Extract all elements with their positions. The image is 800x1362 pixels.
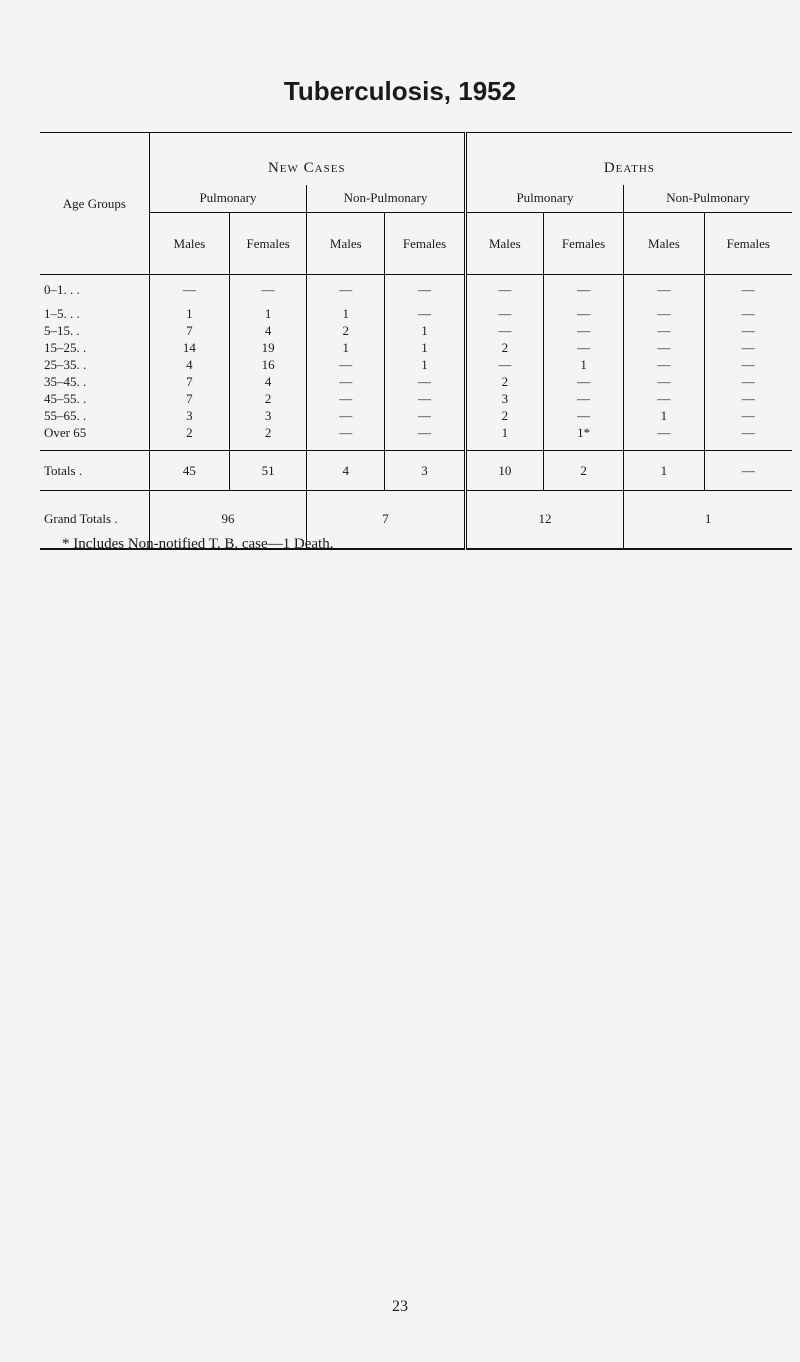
col-header-females: Females xyxy=(704,213,792,275)
table-cell: — xyxy=(385,305,465,322)
table-cell: — xyxy=(307,275,385,305)
table-row xyxy=(40,424,792,441)
table-row xyxy=(40,373,792,390)
table-cell: 2 xyxy=(465,339,543,356)
col-header-females: Females xyxy=(230,213,307,275)
table-cell: — xyxy=(704,390,792,407)
table-cell: 2 xyxy=(149,424,229,441)
table-row xyxy=(40,305,792,322)
table-cell: 2 xyxy=(307,322,385,339)
table-cell: 4 xyxy=(149,356,229,373)
table-cell: 1 xyxy=(385,339,465,356)
table-cell: — xyxy=(543,373,623,390)
age-group-label: 0–1. . . xyxy=(44,282,80,298)
table-cell: — xyxy=(230,275,307,305)
spacer-cell xyxy=(40,441,149,451)
table-cell: 19 xyxy=(230,339,307,356)
table-cell: 2 xyxy=(543,451,623,491)
table-cell: — xyxy=(624,339,704,356)
table-cell: 96 xyxy=(149,491,306,549)
age-group-label: Over 65 xyxy=(44,424,87,440)
col-header-females: Females xyxy=(543,213,623,275)
table-cell: 3 xyxy=(149,407,229,424)
spacer-cell xyxy=(624,441,704,451)
table-cell: — xyxy=(543,407,623,424)
table-cell: 1 xyxy=(543,356,623,373)
age-group-label: 25–35. . xyxy=(44,356,87,372)
table-cell: — xyxy=(465,305,543,322)
table-cell: — xyxy=(624,390,704,407)
table-cell: 4 xyxy=(230,322,307,339)
table-cell: 2 xyxy=(230,424,307,441)
table-cell: 10 xyxy=(465,451,543,491)
table-cell: — xyxy=(704,451,792,491)
age-groups-header: Age Groups xyxy=(40,133,149,275)
table-cell: 1 xyxy=(624,407,704,424)
table-row xyxy=(40,275,792,305)
table-cell: — xyxy=(704,373,792,390)
table-cell: 2 xyxy=(465,407,543,424)
table-cell: — xyxy=(307,373,385,390)
table-cell: — xyxy=(465,275,543,305)
table-cell: — xyxy=(385,390,465,407)
spacer-cell xyxy=(704,441,792,451)
table-cell: 3 xyxy=(385,451,465,491)
footnote: * Includes Non-notified T. B. case—1 Death. xyxy=(62,536,334,552)
table-cell: — xyxy=(624,275,704,305)
col-header-females: Females xyxy=(385,213,465,275)
spacer-cell xyxy=(543,441,623,451)
spacer-cell xyxy=(307,441,385,451)
table-cell: — xyxy=(307,390,385,407)
table-cell: — xyxy=(543,339,623,356)
age-group-label: 45–55. . xyxy=(44,390,87,406)
table-cell: 3 xyxy=(465,390,543,407)
age-group-label: 5–15. . xyxy=(44,322,80,338)
age-group-label: 35–45. . xyxy=(44,373,87,389)
spacer-row xyxy=(40,441,792,451)
table-cell: — xyxy=(704,356,792,373)
table-cell: — xyxy=(704,275,792,305)
table-cell: 1 xyxy=(385,356,465,373)
table-cell: — xyxy=(307,424,385,441)
table-cell: — xyxy=(465,356,543,373)
table-cell: — xyxy=(704,305,792,322)
totals-row xyxy=(40,451,792,491)
table-cell: 1 xyxy=(624,451,704,491)
table-cell: 4 xyxy=(230,373,307,390)
table-cell: — xyxy=(543,305,623,322)
table-cell: 7 xyxy=(149,390,229,407)
page-title: Tuberculosis, 1952 xyxy=(283,76,517,106)
col-header-males: Males xyxy=(465,213,543,275)
deaths-header: Deaths xyxy=(465,133,792,185)
deaths-non-pulmonary-header: Non-Pulmonary xyxy=(624,185,792,213)
table-cell: 7 xyxy=(149,373,229,390)
table-cell: 1 xyxy=(307,305,385,322)
spacer-cell xyxy=(230,441,307,451)
table-row xyxy=(40,339,792,356)
table-cell: 1 xyxy=(307,339,385,356)
table-cell: — xyxy=(385,373,465,390)
table-cell: — xyxy=(704,322,792,339)
table-cell: 7 xyxy=(307,491,466,549)
table-cell: 2 xyxy=(230,390,307,407)
age-group-label: 1–5. . . xyxy=(44,305,80,321)
table-cell: 1 xyxy=(624,491,792,549)
table-cell: — xyxy=(704,339,792,356)
table-cell: — xyxy=(624,305,704,322)
table-cell: — xyxy=(624,424,704,441)
table-cell: 14 xyxy=(149,339,229,356)
table-row xyxy=(40,322,792,339)
table-cell: 1 xyxy=(385,322,465,339)
table-cell: — xyxy=(465,322,543,339)
table-cell: — xyxy=(543,390,623,407)
spacer-cell xyxy=(465,441,543,451)
table-cell: — xyxy=(385,424,465,441)
table-cell: — xyxy=(624,322,704,339)
table-cell: — xyxy=(704,407,792,424)
table-cell: — xyxy=(307,407,385,424)
table-cell: — xyxy=(624,356,704,373)
table-cell: 45 xyxy=(149,451,229,491)
col-header-males: Males xyxy=(624,213,704,275)
table-cell: — xyxy=(543,322,623,339)
spacer-cell xyxy=(385,441,465,451)
table-cell: — xyxy=(385,275,465,305)
age-group-label: 15–25. . xyxy=(44,339,87,355)
table-cell: 1* xyxy=(543,424,623,441)
table-cell: — xyxy=(385,407,465,424)
table-row xyxy=(40,390,792,407)
table-cell: — xyxy=(543,275,623,305)
table-cell: — xyxy=(149,275,229,305)
page-number: 23 xyxy=(392,1298,408,1315)
tuberculosis-table xyxy=(40,132,792,550)
table-row xyxy=(40,407,792,424)
table-cell: 4 xyxy=(307,451,385,491)
table-cell: 16 xyxy=(230,356,307,373)
table-cell: 12 xyxy=(465,491,624,549)
deaths-pulmonary-header: Pulmonary xyxy=(465,185,624,213)
table-cell: 1 xyxy=(465,424,543,441)
table-cell: 7 xyxy=(149,322,229,339)
totals-label: Totals . xyxy=(40,451,149,491)
table-cell: — xyxy=(624,373,704,390)
table-cell: — xyxy=(704,424,792,441)
grand-totals-label: Grand Totals . xyxy=(40,491,149,549)
table-cell: 1 xyxy=(149,305,229,322)
table-cell: 1 xyxy=(230,305,307,322)
new-non-pulmonary-header: Non-Pulmonary xyxy=(307,185,466,213)
table-cell: 3 xyxy=(230,407,307,424)
new-cases-header: New Cases xyxy=(149,133,465,185)
new-pulmonary-header: Pulmonary xyxy=(149,185,306,213)
age-group-label: 55–65. . xyxy=(44,407,87,423)
table-cell: 51 xyxy=(230,451,307,491)
col-header-males: Males xyxy=(149,213,229,275)
col-header-males: Males xyxy=(307,213,385,275)
spacer-cell xyxy=(149,441,229,451)
table-row xyxy=(40,356,792,373)
table-cell: 2 xyxy=(465,373,543,390)
table-cell: — xyxy=(307,356,385,373)
